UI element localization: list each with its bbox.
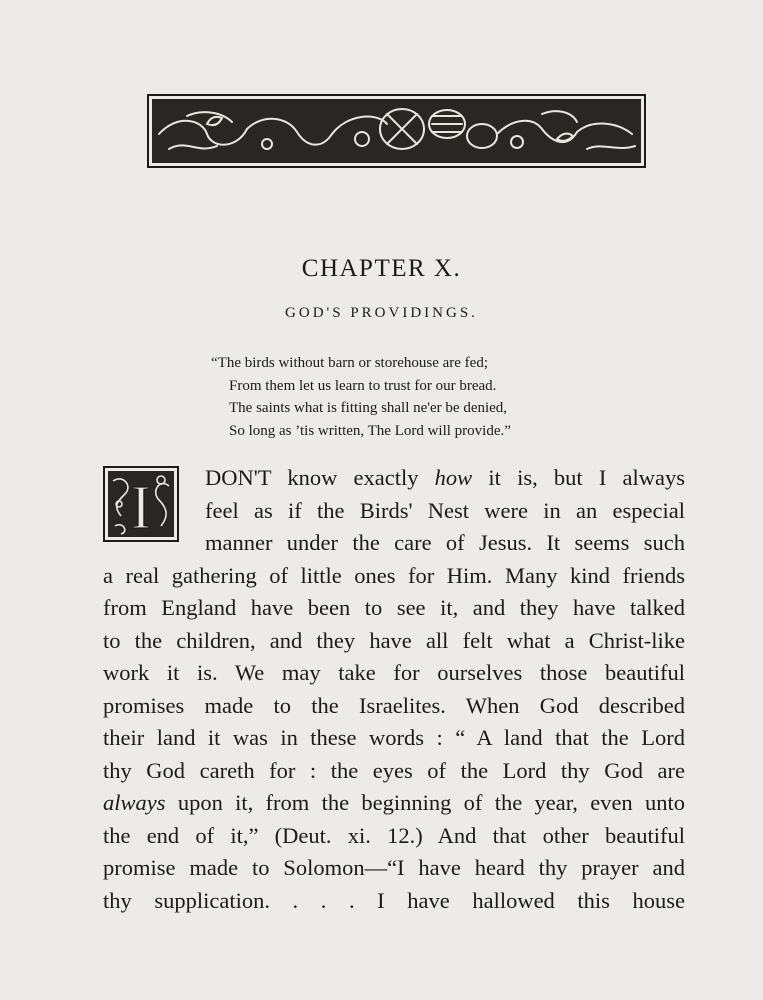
- epigraph-line: “The birds without barn or storehouse are fed;: [211, 355, 488, 371]
- epigraph-line: So long as ’tis written, The Lord will provide.”: [229, 422, 511, 439]
- drop-cap-initial: [103, 466, 179, 542]
- epigraph-line: The saints what is fitting shall ne'er be denied,: [229, 400, 508, 416]
- epigraph-line: From them let us learn to trust for our bread.: [229, 377, 497, 394]
- epigraph: [211, 352, 611, 442]
- body-line: feel as if the Birds' Nest were in an especial: [205, 497, 685, 523]
- body-line: thy supplication. . . . I have hallowed this house: [103, 887, 685, 913]
- drop-cap-letter: I: [130, 474, 152, 542]
- body-line: always upon it, from the beginning of the year, even unto: [103, 790, 685, 815]
- body-line: the end of it,” (Deut. xi. 12.) And that other beautiful: [103, 822, 685, 848]
- body-line: DON'T know exactly how it is, but I always: [205, 465, 685, 490]
- body-line: from England have been to see it, and they have talked: [103, 595, 685, 620]
- body-line: promises made to the Israelites. When God described: [103, 692, 685, 718]
- header-ornament: [147, 94, 646, 168]
- body-line: promise made to Solomon—“I have heard thy prayer and: [103, 855, 685, 880]
- chapter-subtitle: GOD'S PROVIDINGS.: [285, 305, 478, 321]
- body-line: manner under the care of Jesus. It seems such: [205, 530, 685, 555]
- body-line: work it is. We may take for ourselves those beautiful: [103, 660, 685, 685]
- body-line: thy God careth for : the eyes of the Lord thy God are: [103, 757, 685, 783]
- body-line: to the children, and they have all felt what a Christ-like: [103, 627, 685, 653]
- chapter-title: CHAPTER X.: [301, 255, 462, 282]
- floral-cornucopia-ornament-icon: [147, 94, 646, 168]
- body-line: a real gathering of little ones for Him. Many kind friends: [103, 562, 685, 588]
- ornamental-initial-I-icon: [103, 466, 179, 542]
- body-line: their land it was in these words : “ A land that the Lord: [103, 725, 685, 750]
